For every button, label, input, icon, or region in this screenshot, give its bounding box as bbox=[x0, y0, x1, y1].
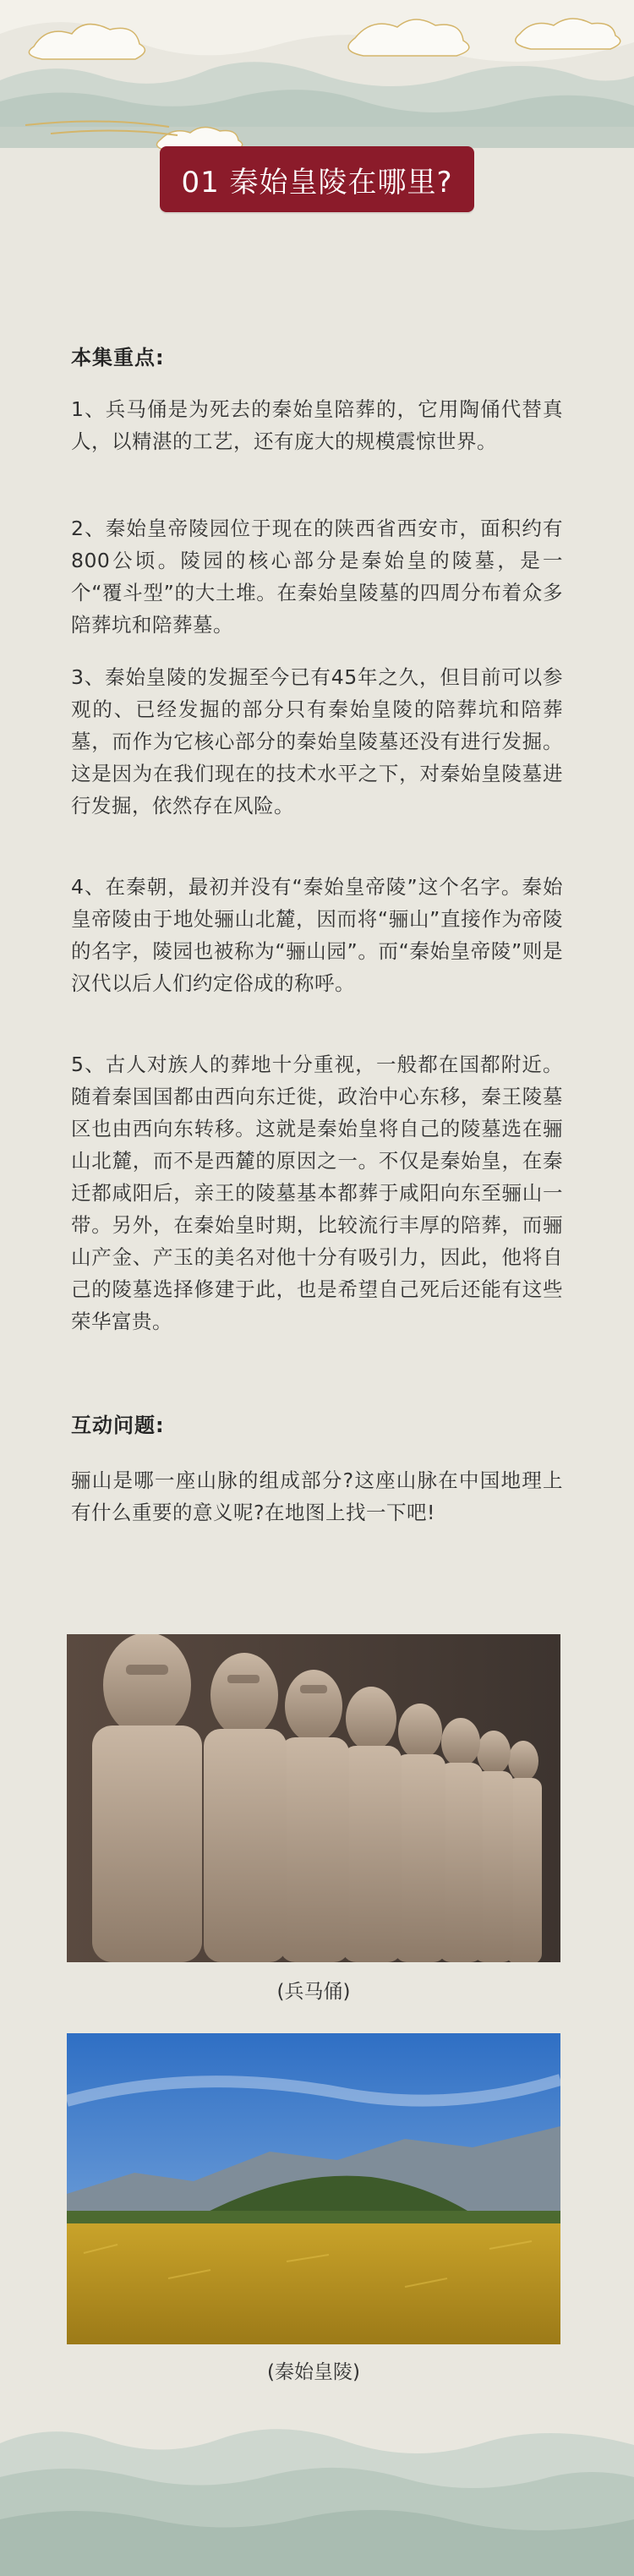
mausoleum-landscape-photo bbox=[67, 2033, 560, 2344]
paragraph-1: 1、兵马俑是为死去的秦始皇陪葬的，它用陶俑代替真人，以精湛的工艺，还有庞大的规模震惊世界。 bbox=[71, 397, 563, 453]
page-title: 01 秦始皇陵在哪里? bbox=[181, 165, 453, 200]
key-points-heading: 本集重点: bbox=[71, 346, 165, 369]
image-caption-1: (兵马俑) bbox=[276, 1981, 351, 2003]
paragraph-5: 5、古人对族人的葬地十分重视，一般都在国都附近。随着秦国国都由西向东迁徙，政治中心东移，秦王陵墓区也由西向东转移。这就是秦始皇将自己的陵墓选在骊山北麓，而不是西麓的原因之一。不仅是秦始皇，在秦迁都咸阳后，亲王的陵墓基本都葬于咸阳向东至骊山一带。另外，在秦始皇时期，比较流行丰厚的陪葬，而骊山产金、产玉的美名对他十分有吸引力，因此，他将自己的陵墓选择修建于此，也是希望自己死后还能有这些荣华富贵。 bbox=[71, 1053, 563, 1333]
footer-mountain-decoration bbox=[0, 2393, 634, 2576]
paragraph-3: 3、秦始皇陵的发掘至今已有45年之久，但目前可以参观的、已经发掘的部分只有秦始皇陵的陪葬坑和陪葬墓，而作为它核心部分的秦始皇陵墓还没有进行发掘。这是因为在我们现在的技术水平之下，对秦始皇陵墓进行发掘，依然存在风险。 bbox=[71, 665, 563, 818]
terracotta-warriors-photo bbox=[67, 1634, 560, 1962]
interactive-question: 骊山是哪一座山脉的组成部分?这座山脉在中国地理上有什么重要的意义呢?在地图上找一下吧! bbox=[71, 1468, 563, 1524]
paragraph-4: 4、在秦朝，最初并没有“秦始皇帝陵”这个名字。秦始皇帝陵由于地处骊山北麓，因而将“骊山”直接作为帝陵的名字，陵园也被称为“骊山园”。而“秦始皇帝陵”则是汉代以后人们约定俗成的称呼。 bbox=[71, 875, 563, 995]
paragraph-2: 2、秦始皇帝陵园位于现在的陕西省西安市，面积约有800公顷。陵园的核心部分是秦始皇的陵墓，是一个“覆斗型”的大土堆。在秦始皇陵墓的四周分布着众多陪葬坑和陪葬墓。 bbox=[71, 517, 563, 637]
interactive-section bbox=[71, 1408, 563, 1438]
title-banner bbox=[160, 146, 474, 212]
image-caption-2: (秦始皇陵) bbox=[267, 2361, 360, 2383]
interactive-heading: 互动问题: bbox=[71, 1414, 165, 1437]
key-points-section bbox=[71, 341, 563, 370]
